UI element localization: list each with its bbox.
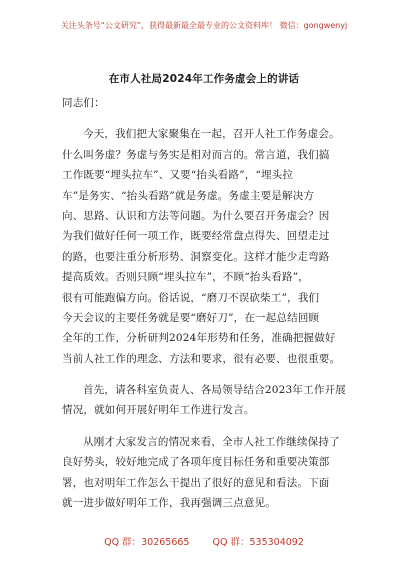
paragraph-line: 就一进步做好明年工作，我再强调三点意见。	[62, 497, 276, 510]
paragraph-line: 很有可能跑偏方向。俗话说，“磨刀不误砍柴工”，我们	[62, 291, 320, 304]
paragraph-gap	[62, 421, 362, 432]
paragraph-line: 的路，也要注重分析形势、洞察变化。这样才能少走弯路	[62, 250, 330, 263]
salutation: 同志们：	[62, 97, 105, 109]
paragraph-line: 今天，我们把大家聚集在一起，召开人社工作务虚会。	[83, 128, 340, 141]
paragraph-line: 从刚才大家发言的情况来看，全市人社工作继续保持了	[83, 435, 340, 448]
paragraph-line: 今天会议的主要任务就是要“磨好刀”，在一起总结回顾	[62, 311, 320, 324]
footer-qq-group-2: QQ 群：535304092	[212, 537, 304, 548]
paragraph-line: 什么叫务虚？务虚与务实是相对而言的。常言道，我们搞	[62, 148, 330, 161]
footer-contact	[0, 534, 408, 548]
document-title: 在市人社局2024年工作务虚会上的讲话	[108, 73, 300, 85]
paragraph-line: 车”是务实、“抬头看路”就是务虚。务虚主要是解决方	[62, 189, 315, 202]
paragraph-line: 工作既要“埋头拉车”、又要“抬头看路”，“埋头拉	[62, 169, 294, 182]
paragraph-line: 为我们做好任何一项工作，既要经常盘点得失、回望走过	[62, 230, 330, 243]
paragraph-2	[62, 380, 362, 421]
paragraph-line: 提高质效。否则只顾“埋头拉车”，不顾“抬头看路”，	[62, 271, 309, 284]
paragraph-gap	[62, 113, 362, 124]
paragraph-gap	[62, 369, 362, 380]
paragraph-line: 向、思路、认识和方法等问题。为什么要召开务虚会？因	[62, 209, 330, 222]
paragraph-1	[62, 124, 362, 369]
paragraph-line: 情况，就如何开展好明年工作进行发言。	[62, 404, 255, 417]
paragraph-line: 署，也对明年工作怎么干提出了很好的意见和看法。下面	[62, 476, 330, 489]
document-body	[62, 93, 362, 513]
paragraph-line: 当前人社工作的理念、方法和要求，很有必要、也很重要。	[62, 352, 341, 365]
paragraph-line: 全年的工作，分析研判2024年形势和任务，准确把握做好	[62, 332, 336, 345]
paragraph-line: 良好势头，较好地完成了各项年度目标任务和重要决策部	[62, 456, 330, 469]
paragraph-3	[62, 432, 362, 514]
paragraph-line: 首先，请各科室负责人、各局领导结合2023年工作开展	[83, 384, 346, 397]
footer-qq-group-1: QQ 群：30265665	[104, 537, 190, 548]
header-promo-note: 关注头条号“公文研究”，获得最新最全最专业的公文资料库！ 微信：gongwenyj	[60, 21, 348, 30]
